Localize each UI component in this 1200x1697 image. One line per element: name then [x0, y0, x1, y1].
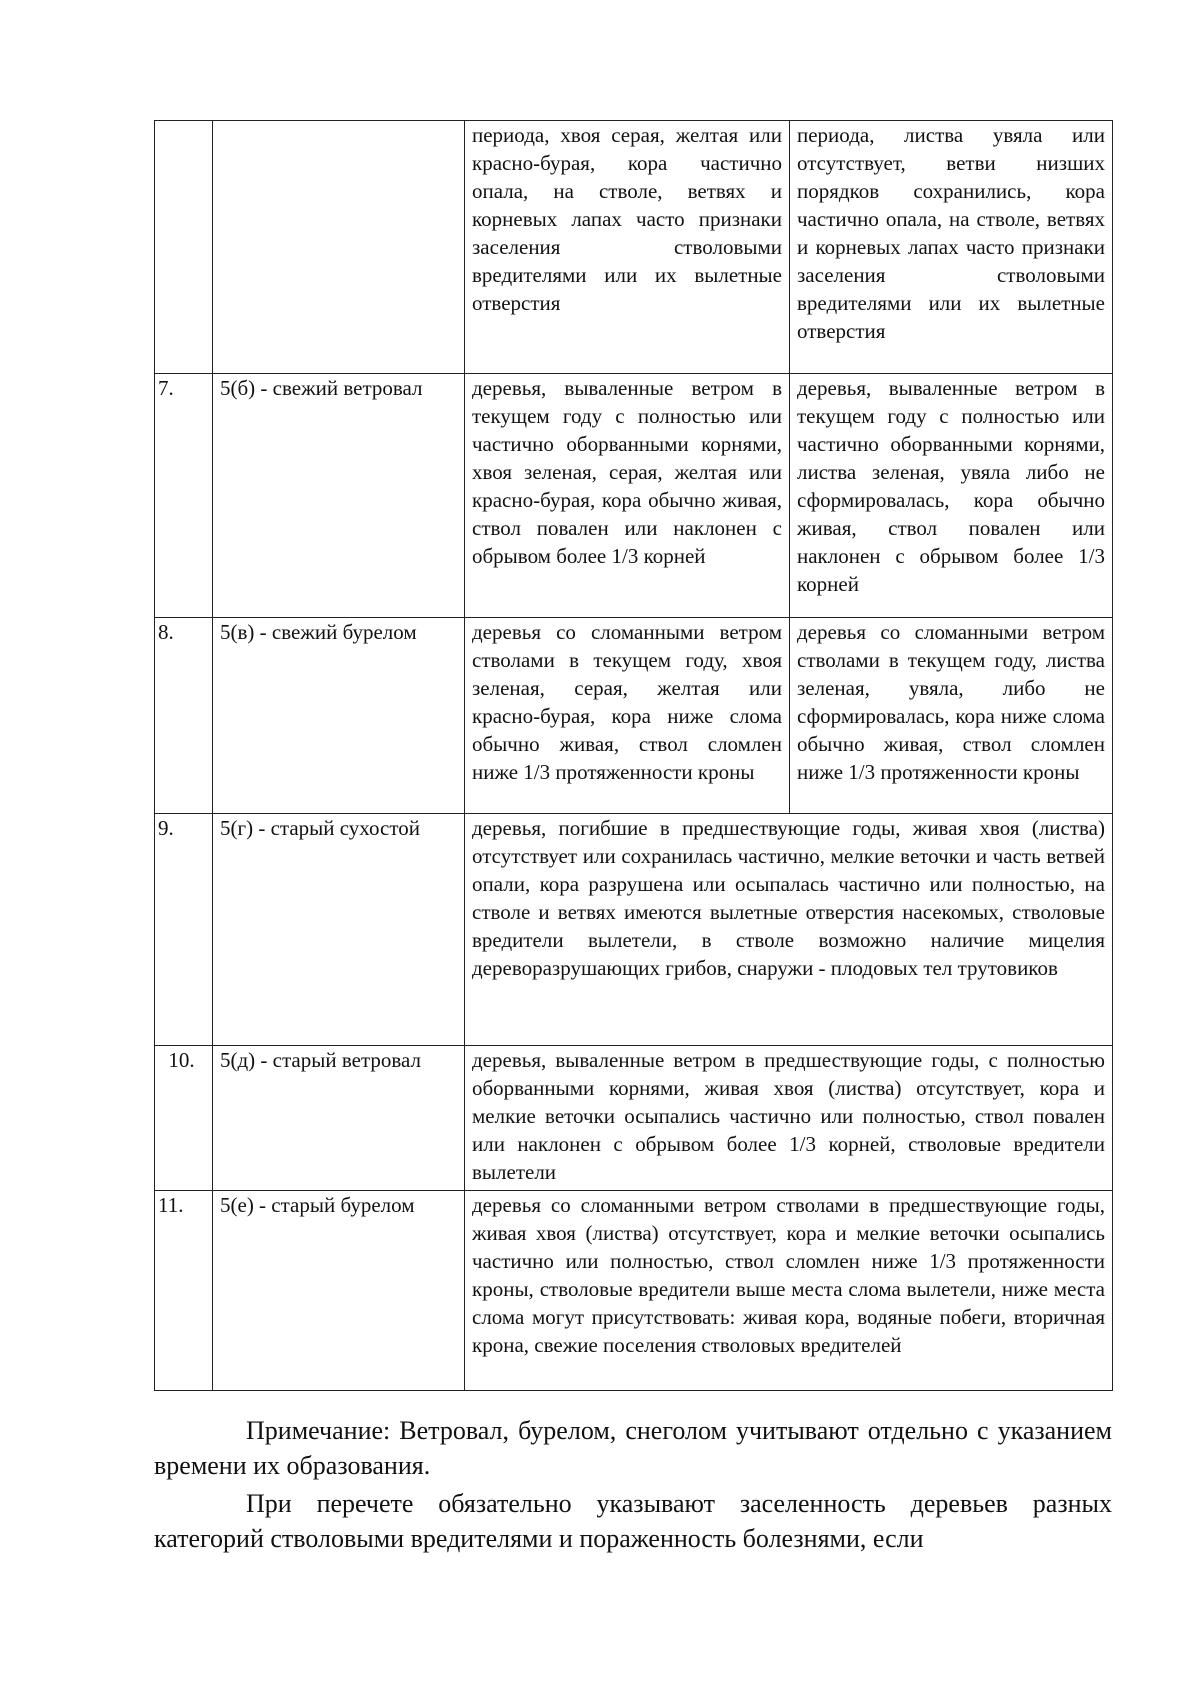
- merged-description: деревья, вываленные ветром в предшествующие годы, с полностью оборванными корнями, живая хвоя (листва) отсутствует, кора и мелкие веточки осыпались частично или полностью, ствол повален или наклонен с обрывом более 1/3 корней, стволовые вредители вылетели: [465, 1046, 1113, 1191]
- table-row: [155, 1191, 1113, 1391]
- conifer-description: деревья со сломанными ветром стволами в текущем году, хвоя зеленая, серая, желтая или красно-бурая, кора ниже слома обычно живая, ствол сломлен ниже 1/3 протяженности кроны: [465, 618, 790, 814]
- deciduous-description: периода, листва увяла или отсутствует, ветви низших порядков сохранились, кора частично опала, на стволе, ветвях и корневых лапах часто признаки заселения стволовыми вредителями или их вылетные отверстия: [790, 121, 1113, 374]
- row-category: 5(е) - старый бурелом: [213, 1191, 465, 1391]
- table-row: [155, 618, 1113, 814]
- note-paragraph: Примечание: Ветровал, бурелом, снеголом учитывают отдельно с указанием времени их образования.: [154, 1416, 1112, 1480]
- deciduous-description: деревья, вываленные ветром в текущем году с полностью или частично оборванными корнями, листва зеленая, увяла либо не сформировалась, кора обычно живая, ствол повален или наклонен с обрывом более 1/3 корней: [790, 374, 1113, 618]
- merged-description: деревья, погибшие в предшествующие годы, живая хвоя (листва) отсутствует или сохранилась частично, мелкие веточки и часть ветвей опали, кора разрушена или осыпалась частично или полностью, на стволе и ветвях имеются вылетные отверстия насекомых, стволовые вредители вылетели, в стволе возможно наличие мицелия дереворазрушающих грибов, снаружи - плодовых тел трутовиков: [465, 814, 1113, 1046]
- table-row: [155, 374, 1113, 618]
- recount-paragraph: При перечете обязательно указывают заселенность деревьев разных категорий стволовыми вредителями и пораженность болезнями, если: [154, 1489, 1112, 1553]
- row-number: 9.: [155, 814, 213, 1046]
- table-row: [155, 121, 1113, 374]
- merged-description: деревья со сломанными ветром стволами в предшествующие годы, живая хвоя (листва) отсутствует, кора и мелкие веточки осыпались частично или полностью, ствол сломлен ниже 1/3 протяженности кроны, стволовые вредители выше места слома вылетели, ниже места слома могут присутствовать: живая кора, водяные побеги, вторичная крона, свежие поселения стволовых вредителей: [465, 1191, 1113, 1391]
- table-row: [155, 814, 1113, 1046]
- row-category: 5(д) - старый ветровал: [213, 1046, 465, 1191]
- row-number: [155, 121, 213, 374]
- deciduous-description: деревья со сломанными ветром стволами в текущем году, листва зеленая, увяла, либо не сформировалась, кора ниже слома обычно живая, ствол сломлен ниже 1/3 протяженности кроны: [790, 618, 1113, 814]
- row-category: [213, 121, 465, 374]
- row-number: 11.: [155, 1191, 213, 1391]
- conifer-description: периода, хвоя серая, желтая или красно-бурая, кора частично опала, на стволе, ветвях и корневых лапах часто признаки заселения стволовыми вредителями или их вылетные отверстия: [465, 121, 790, 374]
- row-category: 5(б) - свежий ветровал: [213, 374, 465, 618]
- row-number: 10.: [155, 1046, 213, 1191]
- tree-condition-table: [154, 120, 1113, 1391]
- conifer-description: деревья, вываленные ветром в текущем году с полностью или частично оборванными корнями, хвоя зеленая, серая, желтая или красно-бурая, кора обычно живая, ствол повален или наклонен с обрывом более 1/3 корней: [465, 374, 790, 618]
- row-category: 5(г) - старый сухостой: [213, 814, 465, 1046]
- row-number: 7.: [155, 374, 213, 618]
- row-category: 5(в) - свежий бурелом: [213, 618, 465, 814]
- table-row: [155, 1046, 1113, 1191]
- row-number: 8.: [155, 618, 213, 814]
